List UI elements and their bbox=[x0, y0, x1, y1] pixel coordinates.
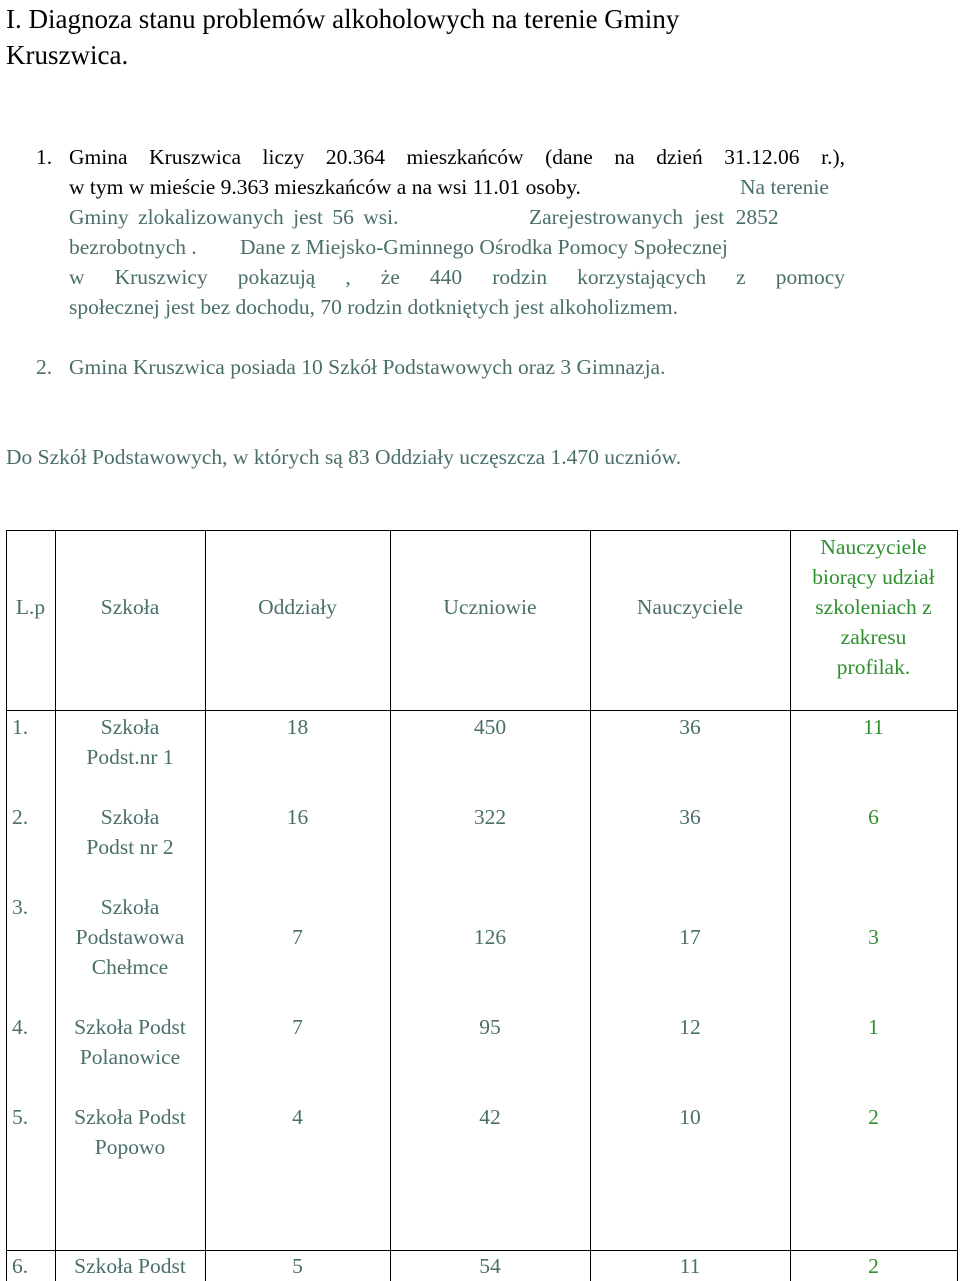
item-1-number: 1. bbox=[36, 145, 53, 169]
header-trained-line: profilak. bbox=[836, 655, 911, 679]
row-divisions: 7 bbox=[292, 925, 303, 949]
header-trained bbox=[790, 532, 957, 682]
row-lp: 2. bbox=[12, 805, 29, 829]
row-school bbox=[55, 802, 205, 862]
table-col-line-6 bbox=[957, 530, 958, 1281]
row-teachers: 36 bbox=[679, 715, 701, 739]
header-lp: L.p bbox=[15, 595, 46, 619]
page-title-line-1: I. Diagnoza stanu problemów alkoholowych na terenie Gminy bbox=[6, 4, 680, 34]
row-school-line: Szkoła Podst bbox=[74, 1105, 186, 1129]
row-divisions: 18 bbox=[286, 715, 309, 739]
row-school-line: Szkoła Podst bbox=[74, 1254, 186, 1278]
row-school bbox=[55, 1102, 205, 1162]
row-students: 95 bbox=[479, 1015, 501, 1039]
item-1-line-6: społecznej jest bez dochodu, 70 rodzin dotkniętych jest alkoholizmem. bbox=[69, 295, 679, 319]
row-teachers: 17 bbox=[679, 925, 701, 949]
row-school-line: Szkoła Podst bbox=[74, 1015, 186, 1039]
row-school-line: Polanowice bbox=[79, 1045, 181, 1069]
schools-intro: Do Szkół Podstawowych, w których są 83 Oddziały uczęszcza 1.470 uczniów. bbox=[6, 445, 682, 469]
header-students: Uczniowie bbox=[443, 595, 537, 619]
page-title-line-2: Kruszwica. bbox=[6, 40, 129, 70]
row-school-line: Podst.nr 1 bbox=[86, 745, 174, 769]
row-lp: 5. bbox=[12, 1105, 29, 1129]
header-school: Szkoła bbox=[100, 595, 160, 619]
row-students: 322 bbox=[473, 805, 507, 829]
header-trained-line: szkoleniach z bbox=[815, 595, 932, 619]
row-trained: 2 bbox=[868, 1254, 879, 1278]
item-1-line-3b: Zarejestrowanych jest 2852 bbox=[529, 205, 779, 229]
row-students: 450 bbox=[473, 715, 507, 739]
row-lp: 4. bbox=[12, 1015, 29, 1039]
header-trained-line: Nauczyciele bbox=[820, 535, 927, 559]
row-teachers: 10 bbox=[679, 1105, 701, 1129]
header-trained-line: zakresu bbox=[840, 625, 907, 649]
item-1-line-5: w Kruszwicy pokazują , że 440 rodzin korzystających z pomocy bbox=[69, 265, 845, 289]
table-col-line-3 bbox=[390, 530, 391, 1281]
row-school-line: Chełmce bbox=[91, 955, 169, 979]
item-1-line-1: Gmina Kruszwica liczy 20.364 mieszkańców (dane na dzień 31.12.06 r.), bbox=[69, 145, 845, 169]
header-trained-line: biorący udział bbox=[812, 565, 935, 589]
item-2-text: Gmina Kruszwica posiada 10 Szkół Podstawowych oraz 3 Gimnazja. bbox=[69, 355, 666, 379]
row-trained: 2 bbox=[868, 1105, 879, 1129]
row-students: 42 bbox=[479, 1105, 501, 1129]
table-header-bottom-border bbox=[6, 710, 958, 711]
row-school bbox=[55, 1251, 205, 1281]
row-trained: 3 bbox=[868, 925, 879, 949]
table-col-line-4 bbox=[590, 530, 591, 1281]
row-divisions: 7 bbox=[292, 1015, 303, 1039]
item-1-line-3a: Gminy zlokalizowanych jest 56 wsi. bbox=[69, 205, 399, 229]
table-col-line-0 bbox=[6, 530, 7, 1281]
row-school bbox=[55, 1012, 205, 1072]
item-1-line-4a: bezrobotnych . bbox=[69, 235, 197, 259]
item-1-line-4b: Dane z Miejsko-Gminnego Ośrodka Pomocy Społecznej bbox=[240, 235, 728, 259]
row-divisions: 16 bbox=[286, 805, 309, 829]
row-school-line: Popowo bbox=[94, 1135, 166, 1159]
table-col-line-2 bbox=[205, 530, 206, 1281]
row-school-line: Podst nr 2 bbox=[86, 835, 174, 859]
row-school-line: Szkoła bbox=[100, 715, 160, 739]
row-lp: 3. bbox=[12, 895, 29, 919]
row-divisions: 5 bbox=[292, 1254, 303, 1278]
row-divisions: 4 bbox=[292, 1105, 303, 1129]
row-trained: 1 bbox=[868, 1015, 879, 1039]
item-1-line-2a: w tym w mieście 9.363 mieszkańców a na wsi 11.01 osoby. bbox=[69, 175, 581, 199]
row-school bbox=[55, 892, 205, 982]
row-trained: 6 bbox=[868, 805, 879, 829]
row-school-line: Szkoła bbox=[100, 895, 160, 919]
row-teachers: 11 bbox=[679, 1254, 701, 1278]
row-teachers: 36 bbox=[679, 805, 701, 829]
row-school bbox=[55, 712, 205, 772]
row-teachers: 12 bbox=[679, 1015, 701, 1039]
header-teachers: Nauczyciele bbox=[636, 595, 744, 619]
row-school-line: Szkoła bbox=[100, 805, 160, 829]
row-lp: 1. bbox=[12, 715, 29, 739]
row-students: 126 bbox=[473, 925, 507, 949]
row-school-line: Podstawowa bbox=[75, 925, 185, 949]
row-trained: 11 bbox=[863, 715, 884, 739]
header-divisions: Oddziały bbox=[258, 595, 337, 619]
item-2-number: 2. bbox=[36, 355, 53, 379]
row-lp: 6. bbox=[12, 1254, 29, 1278]
row-students: 54 bbox=[479, 1254, 501, 1278]
item-1-line-2b: Na terenie bbox=[740, 175, 829, 199]
table-top-border bbox=[6, 530, 958, 531]
